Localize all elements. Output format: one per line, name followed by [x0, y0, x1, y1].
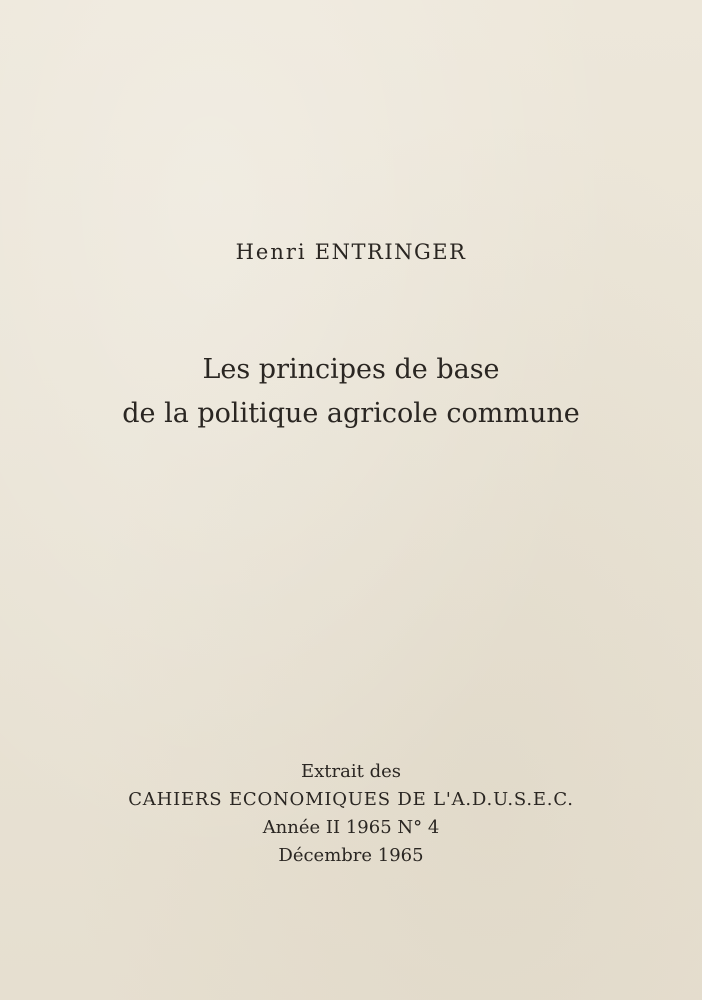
- source-line-extract: Extrait des: [301, 761, 401, 782]
- source-line-date: Décembre 1965: [278, 845, 424, 866]
- author-first-name: Henri: [235, 240, 307, 264]
- author-last-name: ENTRINGER: [314, 240, 467, 264]
- title-line-1: Les principes de base: [202, 354, 500, 385]
- title-line-2: de la politique agricole commune: [122, 398, 580, 429]
- publication-source: [0, 758, 702, 870]
- source-line-journal: CAHIERS ECONOMIQUES DE L'A.D.U.S.E.C.: [128, 789, 574, 810]
- document-title: [0, 348, 702, 436]
- source-line-issue: Année II 1965 N° 4: [262, 817, 440, 838]
- author-name: [0, 240, 702, 264]
